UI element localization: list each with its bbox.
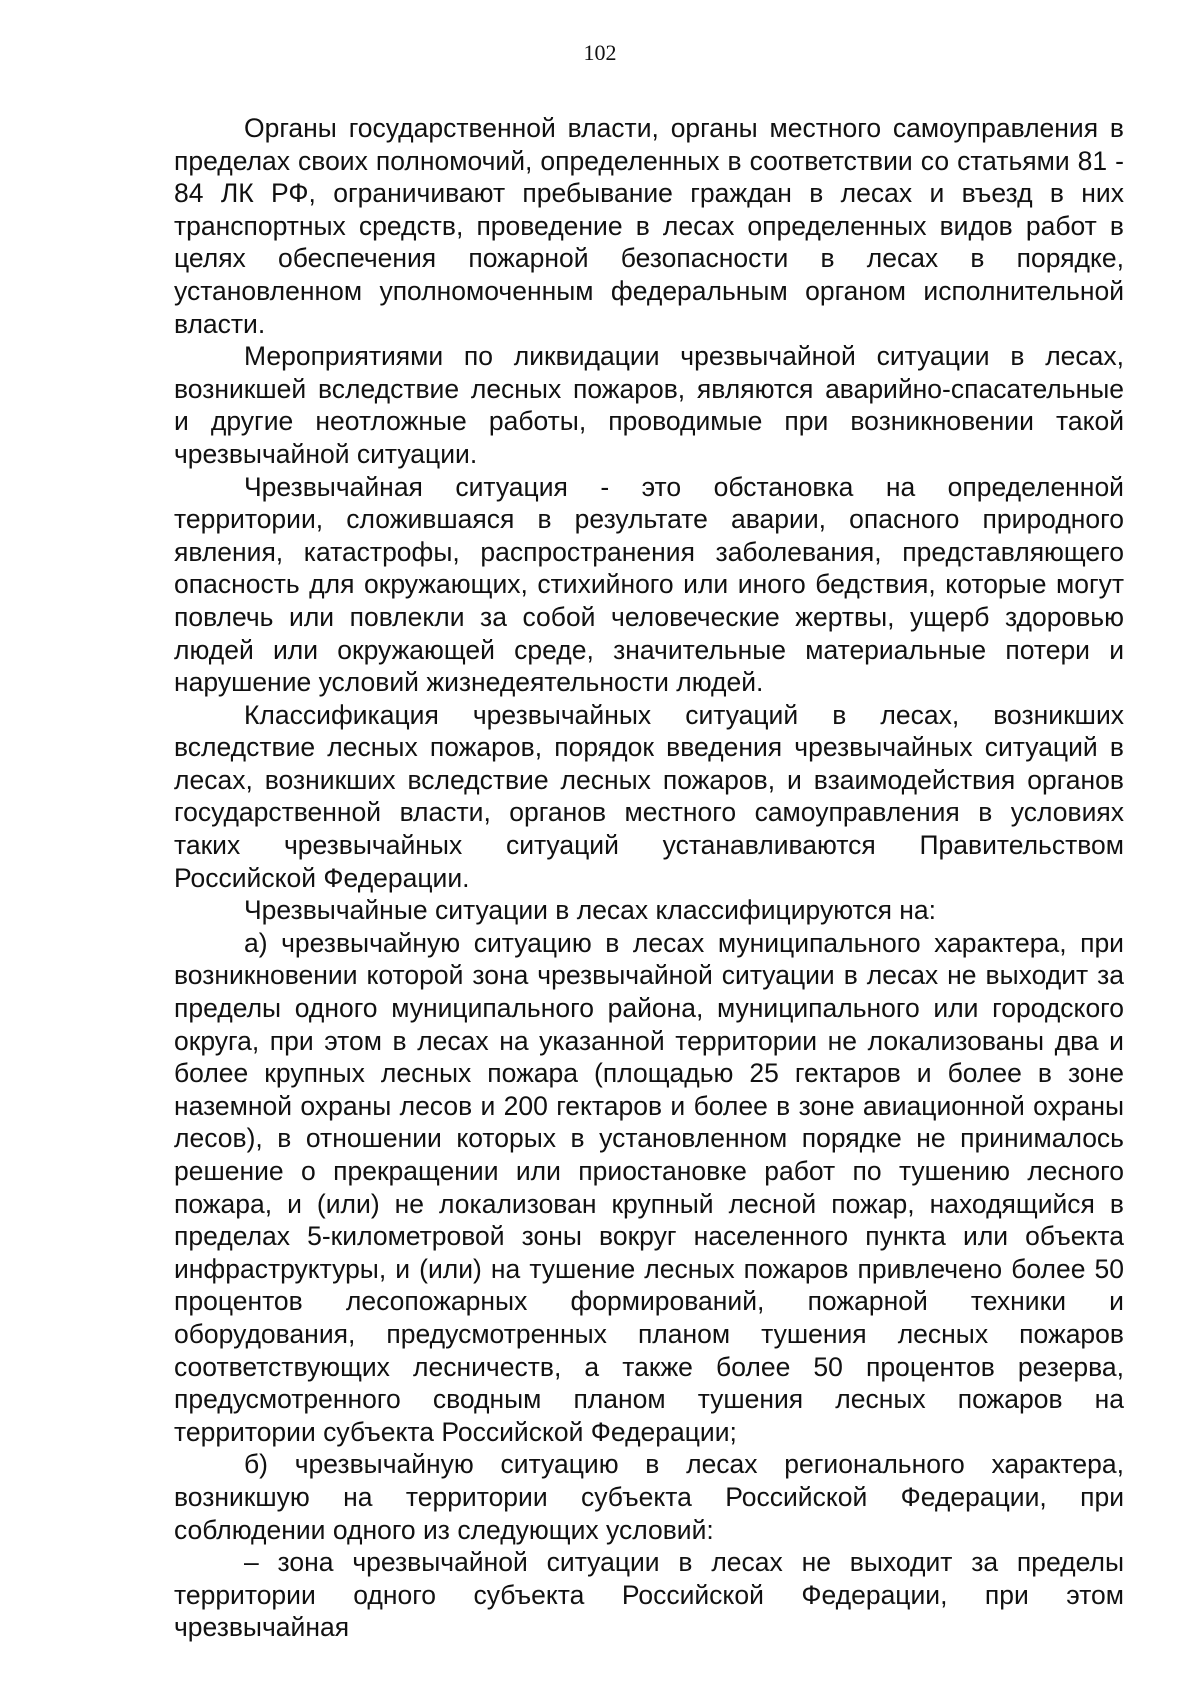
paragraph-classification-intro: Чрезвычайные ситуации в лесах классифицируются на: xyxy=(244,895,937,926)
paragraph-liquidation-measures: Мероприятиями по ликвидации чрезвычайной ситуации в лесах, возникшей вследствие лесных пожаров, являются аварийно-спасательные и другие неотложные работы, проводимые при возникновении такой чрезвычайной ситуации. xyxy=(174,341,1124,469)
list-item-municipal: а) чрезвычайную ситуацию в лесах муниципального характера, при возникновении которой зона чрезвычайной ситуации в лесах не выходит за пределы одного муниципального района, муниципального или городского округа, при этом в лесах на указанной территории не локализованы два и более крупных лесных пожара (площадью 25 гектаров и более в зоне наземной охраны лесов и 200 гектаров и более в зоне авиационной охраны лесов), в отношении которых в установленном порядке не принималось решение о прекращении или приостановке работ по тушению лесного пожара, и (или) не локализован крупный лесной пожар, находящийся в пределах 5-километровой зоны вокруг населенного пункта или объекта инфраструктуры, и (или) на тушение лесных пожаров привлечено более 50 процентов лесопожарных формирований, пожарной техники и оборудования, предусмотренных планом тушения лесных пожаров соответствующих лесничеств, а также более 50 процентов резерва, предусмотренного сводным планом тушения лесных пожаров на территории субъекта Российской Федерации; xyxy=(174,927,1124,1447)
page-number: 102 xyxy=(583,40,617,65)
document-body xyxy=(174,112,1124,1644)
list-item-regional: б) чрезвычайную ситуацию в лесах регионального характера, возникшую на территории субъекта Российской Федерации, при соблюдении одного из следующих условий: xyxy=(174,1449,1124,1545)
paragraph-emergency-definition: Чрезвычайная ситуация - это обстановка на определенной территории, сложившаяся в результате аварии, опасного природного явления, катастрофы, распространения заболевания, представляющего опасность для окружающих, стихийного или иного бедствия, которые могут повлечь или повлекли за собой человеческие жертвы, ущерб здоровью людей или окружающей среде, значительные материальные потери и нарушение условий жизнедеятельности людей. xyxy=(174,471,1124,698)
paragraph-classification-authority: Классификация чрезвычайных ситуаций в лесах, возникших вследствие лесных пожаров, порядок введения чрезвычайных ситуаций в лесах, возникших вследствие лесных пожаров, и взаимодействия органов государственной власти, органов местного самоуправления в условиях таких чрезвычайных ситуаций устанавливаются Правительством Российской Федерации. xyxy=(174,699,1124,893)
paragraph-access-restrictions: Органы государственной власти, органы местного самоуправления в пределах своих полномочий, определенных в соответствии со статьями 81 - 84 ЛК РФ, ограничивают пребывание граждан в лесах и въезд в них транспортных средств, проведение в лесах определенных видов работ в целях обеспечения пожарной безопасности в лесах в порядке, установленном уполномоченным федеральным органом исполнительной власти. xyxy=(174,113,1124,339)
list-subitem-regional-zone: – зона чрезвычайной ситуации в лесах не выходит за пределы территории одного субъекта Российской Федерации, при этом чрезвычайная xyxy=(174,1547,1124,1643)
